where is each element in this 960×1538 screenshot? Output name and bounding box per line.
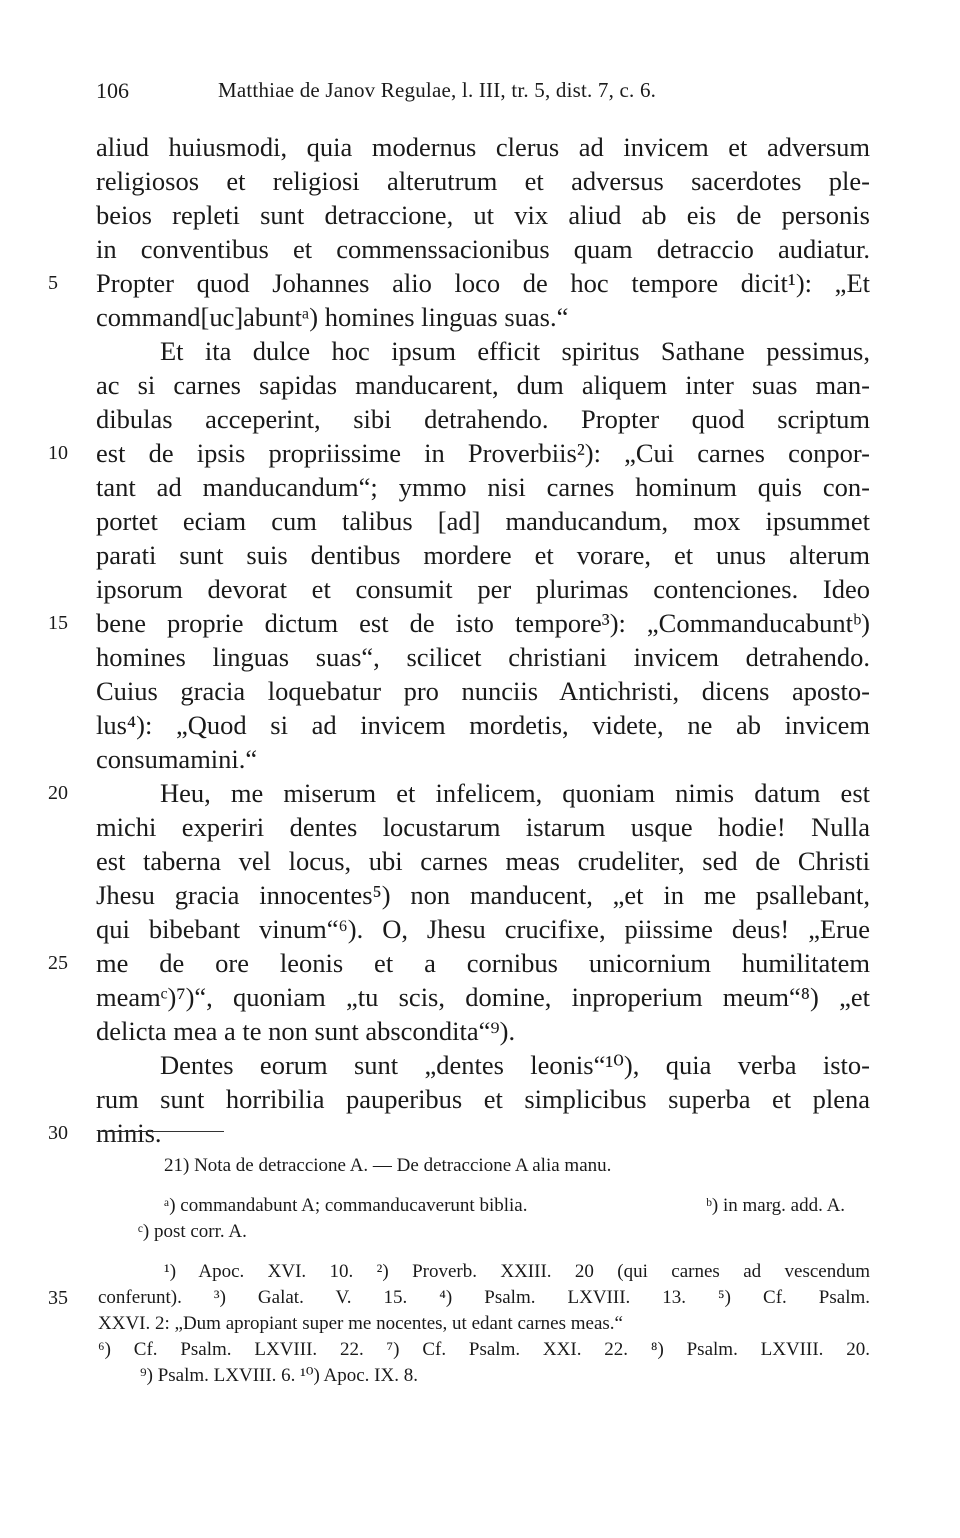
text-line: Propter quod Johannes alio loco de hoc tempore dicit¹): „Et: [96, 268, 870, 298]
text-line: consumamini.“: [96, 744, 258, 774]
text-line: Et ita dulce hoc ipsum efficit spiritus Sathane pessimus,: [160, 336, 870, 366]
text-line: tant ad manducandum“; ymmo nisi carnes hominum quis con-: [96, 472, 870, 502]
footnote-source: ¹) Apoc. XVI. 10. ²) Proverb. XXIII. 20 (qui carnes ad vescendum: [164, 1261, 870, 1282]
text-line: lus⁴): „Quod si ad invicem mordetis, videte, ne ab invicem: [96, 710, 870, 740]
line-number: 5: [48, 272, 58, 294]
text-line: Cuius gracia loquebatur pro nunciis Antichristi, dicens apostο-: [96, 676, 870, 706]
text-line: est de ipsis propriissime in Proverbiis²): „Cui carnes conpor-: [96, 438, 870, 468]
text-line: religiosos et religiosi alterutrum et adversus sacerdotes ple-: [96, 166, 870, 196]
footnote-source: XXVI. 2: „Dum apropiant super me nocentes, ut edant carnes meas.“: [98, 1313, 623, 1334]
line-number: 15: [48, 612, 68, 634]
text-line: dibulas acceperint, sibi detrahendo. Propter quod scriptum: [96, 404, 870, 434]
running-header: [0, 78, 960, 108]
line-number: 25: [48, 952, 68, 974]
footnote-line-number: 35: [48, 1287, 68, 1309]
footnote-variant-c: ᶜ) post corr. A.: [138, 1221, 247, 1242]
text-line: michi experiri dentes locustarum istarum usque hodie! Nulla: [96, 812, 870, 842]
text-line: qui bibebant vinum“⁶). O, Jhesu crucifixe, piissime deus! „Erue: [96, 914, 870, 944]
text-line: beios repleti sunt detraccione, ut vix aliud ab eis de personis: [96, 200, 870, 230]
footnote-variant-b: ᵇ) in marg. add. A.: [706, 1195, 846, 1216]
footnote-variant-a: ᵃ) commandabunt A; commanducaverunt biblia.: [164, 1195, 528, 1216]
text-line: parati sunt suis dentibus mordere et vorare, et unus alterum: [96, 540, 870, 570]
line-number: 30: [48, 1122, 68, 1144]
page-number: 106: [96, 78, 129, 103]
running-head-title: Matthiae de Janov Regulae, l. III, tr. 5, dist. 7, c. 6.: [218, 78, 657, 102]
text-line: est taberna vel locus, ubi carnes meas crudeliter, sed de Christi: [96, 846, 870, 876]
text-line: minis.: [96, 1118, 162, 1148]
text-line: Jhesu gracia innocentes⁵) non manducent, „et in me psallebant,: [96, 880, 870, 910]
text-line: delicta mea a te non sunt abscondita“⁹).: [96, 1016, 516, 1046]
text-line: rum sunt horribilia pauperibus et simplicibus superba et plena: [96, 1084, 870, 1114]
line-number: 20: [48, 782, 68, 804]
text-line: bene proprie dictum est de isto tempore³): „Commanducabuntᵇ): [96, 608, 870, 638]
text-line: meamᶜ)⁷)“, quoniam „tu scis, domine, inproperium meum“⁸) „et: [96, 982, 870, 1012]
text-line: ac si carnes sapidas manducarent, dum aliquem inter suas man-: [96, 370, 870, 400]
footnote-source: conferunt). ³) Galat. V. 15. ⁴) Psalm. LXVIII. 13. ⁵) Cf. Psalm.: [98, 1287, 870, 1308]
text-line: aliud huiusmodi, quia modernus clerus ad invicem et adversum: [96, 132, 870, 162]
text-line: me de ore leonis et a cornibus unicornium humilitatem: [96, 948, 870, 978]
text-line: portet eciam cum talibus [ad] manducandum, mox ipsummet: [96, 506, 870, 536]
text-line: homines linguas suas“, scilicet christiani invicem detrahendo.: [96, 642, 870, 672]
text-line: command[uc]abuntᵃ) homines linguas suas.“: [96, 302, 569, 332]
footnote-divider: [98, 1131, 224, 1132]
footnote-source: ⁹) Psalm. LXVIII. 6. ¹⁰) Apoc. IX. 8.: [140, 1365, 418, 1386]
text-line: in conventibus et commenssacionibus quam detraccio audiatur.: [96, 234, 870, 264]
text-line: Dentes eorum sunt „dentes leonis“¹⁰), quia verba isto-: [160, 1050, 870, 1080]
footnote-marginal: 21) Nota de detraccione A. — De detraccione A alia manu.: [164, 1155, 612, 1176]
text-line: Heu, me miserum et infelicem, quoniam nimis datum est: [160, 778, 870, 808]
line-number: 10: [48, 442, 68, 464]
footnote-source: ⁶) Cf. Psalm. LXVIII. 22. ⁷) Cf. Psalm. XXI. 22. ⁸) Psalm. LXVIII. 20.: [98, 1339, 870, 1360]
text-line: ipsorum devorat et consumit per plurimas contenciones. Ideo: [96, 574, 870, 604]
